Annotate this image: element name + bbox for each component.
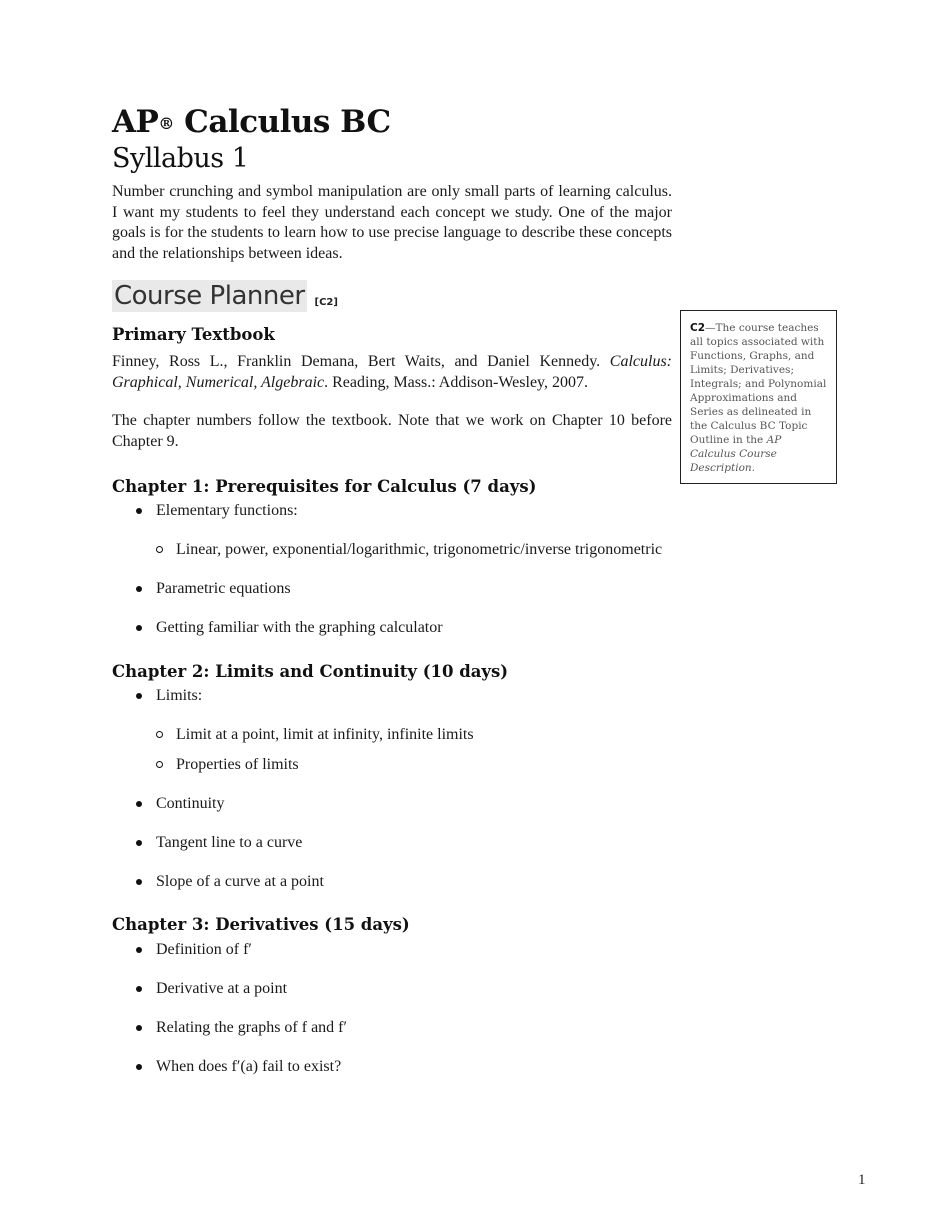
list-item: Linear, power, exponential/logarithmic, trigonometric/inverse trigonometric <box>112 540 672 560</box>
textbook-title: Calculus: Graphical, Numerical, Algebraic <box>112 353 672 391</box>
list-item: Properties of limits <box>112 755 672 775</box>
chapter-3-list <box>112 940 672 1077</box>
list-item: Relating the graphs of f and f′ <box>112 1018 672 1038</box>
chapter-1-list-cont <box>112 579 672 638</box>
curriculum-sidebar-note: C2—The course teaches all topics associated with Functions, Graphs, and Limits; Derivatives; Integrals; and Polynomial Approximations and Series as delineated in the Calculus BC Topic Outline in the AP Calculus Course Description. <box>680 310 837 484</box>
list-item: Parametric equations <box>112 579 672 599</box>
chapter-2-list-cont <box>112 794 672 892</box>
list-item: When does f′(a) fail to exist? <box>112 1057 672 1077</box>
sidebar-tag: C2 <box>690 322 706 334</box>
list-item: Limit at a point, limit at infinity, infinite limits <box>112 725 672 745</box>
document-subtitle: Syllabus 1 <box>112 143 249 174</box>
list-item: Slope of a curve at a point <box>112 872 672 892</box>
course-planner-heading: Course Planner <box>114 281 305 311</box>
page-number: 1 <box>858 1172 866 1188</box>
sidebar-italic-title: AP Calculus Course Description <box>690 434 782 474</box>
chapter-2-heading: Chapter 2: Limits and Continuity (10 days) <box>112 662 509 681</box>
chapter-note: The chapter numbers follow the textbook. Note that we work on Chapter 10 before Chapter 9. <box>112 412 672 450</box>
textbook-heading: Primary Textbook <box>112 325 275 344</box>
list-item: Derivative at a point <box>112 979 672 999</box>
list-item: Elementary functions: <box>112 501 672 521</box>
chapter-2-sublist <box>112 725 672 775</box>
document-title: AP® Calculus BC <box>112 104 391 140</box>
registered-mark: ® <box>158 114 174 133</box>
list-item: Getting familiar with the graphing calculator <box>112 618 672 638</box>
list-item: Tangent line to a curve <box>112 833 672 853</box>
chapter-3-heading: Chapter 3: Derivatives (15 days) <box>112 915 410 934</box>
course-planner-header <box>112 278 672 314</box>
list-item: Limits: <box>112 686 672 706</box>
list-item: Definition of f′ <box>112 940 672 960</box>
chapter-1-heading: Chapter 1: Prerequisites for Calculus (7 days) <box>112 477 537 496</box>
intro-paragraph: Number crunching and symbol manipulation are only small parts of learning calculus. I want my students to feel they understand each concept we study. One of the major goals is for the students to learn how to use precise language to describe these concepts and the relationships between ideas. <box>112 183 672 262</box>
chapter-1-list <box>112 501 672 521</box>
curriculum-tag: [C2] <box>314 296 338 308</box>
document-body <box>112 104 672 1077</box>
textbook-citation: Finney, Ross L., Franklin Demana, Bert Waits, and Daniel Kennedy. Calculus: Graphical, Numerical, Algebraic. Reading, Mass.: Addison-Wesley, 2007. <box>112 353 672 391</box>
list-item: Continuity <box>112 794 672 814</box>
chapter-1-sublist <box>112 540 672 560</box>
chapter-2-list <box>112 686 672 706</box>
